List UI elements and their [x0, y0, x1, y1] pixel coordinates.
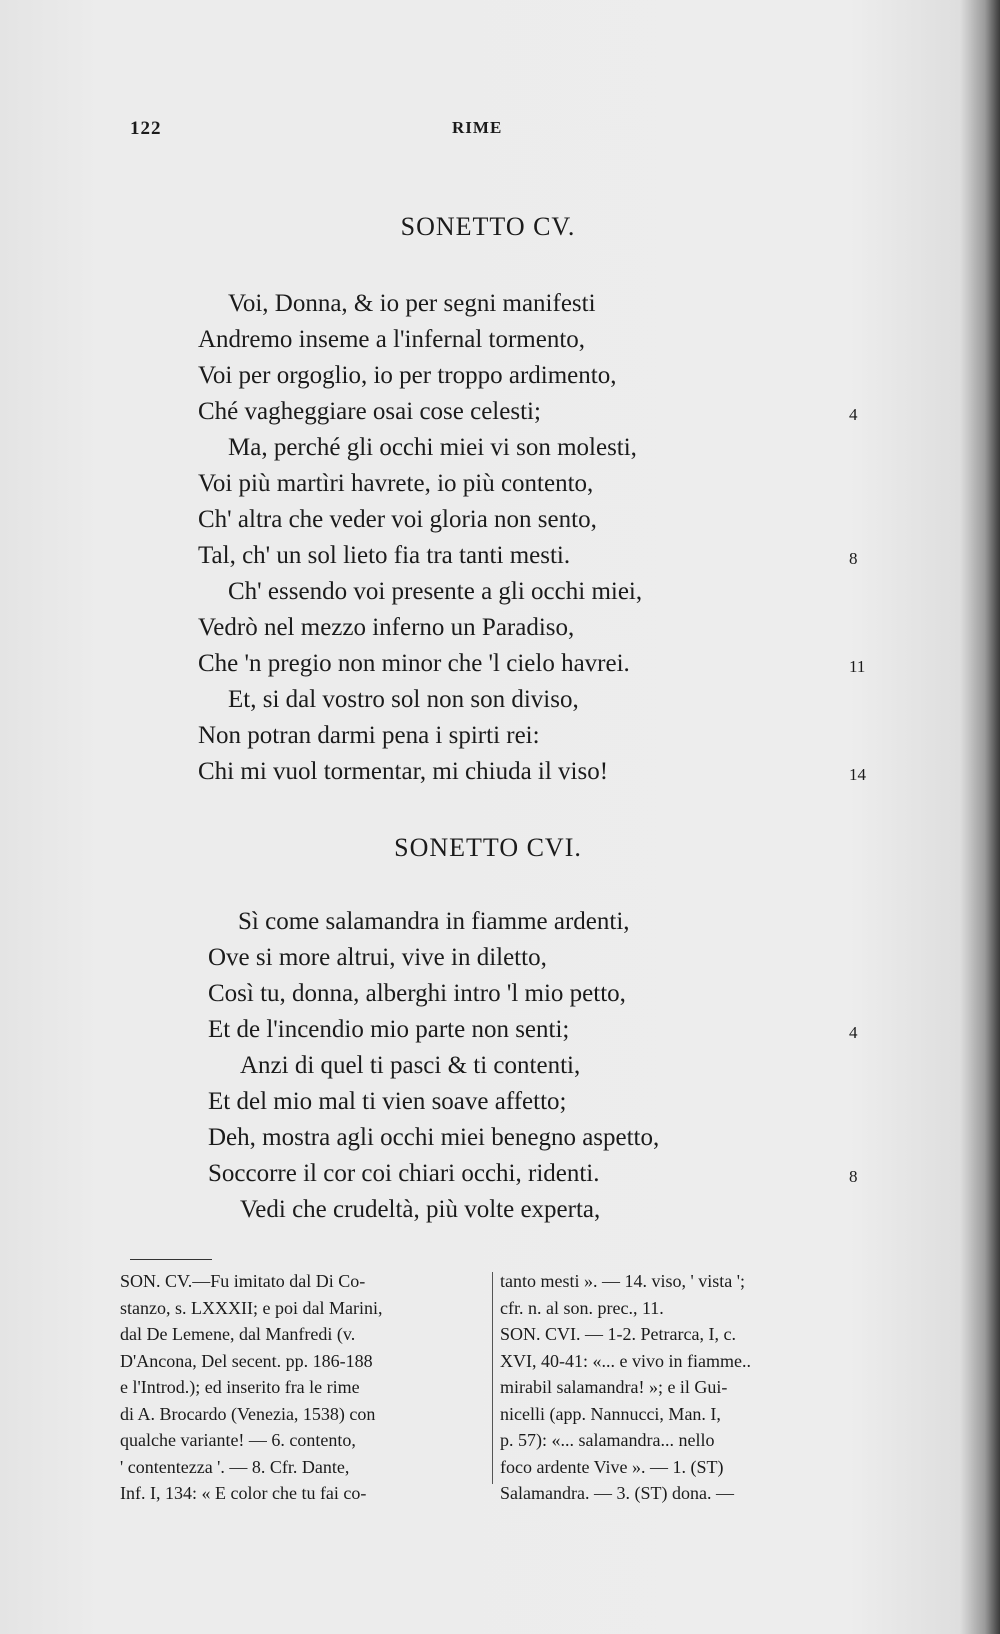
footnote-line: SON. CV.—Fu imitato dal Di Co-: [120, 1271, 366, 1291]
footnote-line: ' contentezza '. — 8. Cfr. Dante,: [120, 1456, 350, 1477]
line-number: 8: [849, 549, 858, 568]
line-number: 8: [849, 1167, 858, 1186]
verse: Voi, Donna, & io per segni manifesti: [228, 290, 596, 317]
footnote-line: Salamandra. — 3. (ST) dona. —: [500, 1483, 734, 1503]
verse: Et de l'incendio mio parte non senti;: [208, 1016, 570, 1043]
page-number: 122: [130, 118, 162, 139]
verse: Soccorre il cor coi chiari occhi, ridenti.: [208, 1160, 600, 1187]
verse: Anzi di quel ti pasci & ti contenti,: [240, 1052, 581, 1079]
footnote-line: cfr. n. al son. prec., 11.: [500, 1297, 664, 1318]
verse: Andremo inseme a l'infernal tormento,: [198, 326, 586, 353]
footnote-column-left: [120, 1268, 486, 1507]
footnote-line: nicelli (app. Nannucci, Man. I,: [500, 1403, 721, 1424]
footnote-line: p. 57): «... salamandra... nello: [500, 1430, 715, 1450]
line-number: 11: [849, 657, 866, 676]
verse: Tal, ch' un sol lieto fia tra tanti mesti.: [198, 542, 571, 569]
verse: Voi per orgoglio, io per troppo ardimento,: [198, 362, 617, 389]
verse: Ove si more altrui, vive in diletto,: [208, 944, 547, 971]
footnote-line: tanto mesti ». — 14. viso, ' vista ';: [500, 1271, 745, 1291]
footnote-line: dal De Lemene, dal Manfredi (v.: [120, 1324, 356, 1344]
footnote-line: di A. Brocardo (Venezia, 1538) con: [120, 1403, 376, 1424]
footnote-line: stanzo, s. LXXXII; e poi dal Marini,: [120, 1297, 383, 1318]
footnote-line: SON. CVI. — 1-2. Petrarca, I, c.: [500, 1324, 736, 1344]
verse: Deh, mostra agli occhi miei benegno aspetto,: [208, 1124, 660, 1151]
sonnet-title: SONETTO CV.: [400, 212, 576, 241]
sonnet-title: SONETTO CVI.: [394, 833, 582, 862]
line-number: 4: [849, 1023, 858, 1042]
footnote-line: foco ardente Vive ». — 1. (ST): [500, 1456, 724, 1477]
verse: Voi più martìri havrete, io più contento,: [198, 470, 594, 497]
verse: Ch' altra che veder voi gloria non sento,: [198, 506, 597, 533]
verse: Et, si dal vostro sol non son diviso,: [228, 686, 579, 713]
verse: Chi mi vuol tormentar, mi chiuda il viso!: [198, 758, 609, 785]
footnote-line: qualche variante! — 6. contento,: [120, 1430, 356, 1450]
verse: Ché vagheggiare osai cose celesti;: [198, 398, 541, 425]
footnote-column-right: [500, 1268, 886, 1507]
verse: Sì come salamandra in fiamme ardenti,: [238, 908, 630, 935]
verse: Che 'n pregio non minor che 'l cielo havrei.: [198, 650, 630, 677]
line-number: 4: [849, 405, 858, 424]
footnote-line: mirabil salamandra! »; e il Gui-: [500, 1377, 728, 1397]
column-divider: [492, 1272, 493, 1484]
verse: Vedi che crudeltà, più volte experta,: [240, 1196, 601, 1223]
verse: Così tu, donna, alberghi intro 'l mio petto,: [208, 980, 626, 1007]
verse: Ch' essendo voi presente a gli occhi miei,: [228, 578, 643, 605]
verse: Et del mio mal ti vien soave affetto;: [208, 1088, 567, 1115]
footnote-rule: [130, 1259, 212, 1260]
verse: Non potran darmi pena i spirti rei:: [198, 722, 540, 749]
footnote-line: Inf. I, 134: « E color che tu fai co-: [120, 1483, 367, 1503]
page-header: [0, 118, 1000, 148]
footnotes: [120, 1268, 890, 1503]
verse: Ma, perché gli occhi miei vi son molesti,: [228, 434, 637, 461]
footnote-line: D'Ancona, Del secent. pp. 186-188: [120, 1350, 373, 1371]
verse: Vedrò nel mezzo inferno un Paradiso,: [198, 614, 575, 641]
running-head: RIME: [452, 118, 503, 137]
footnote-line: XVI, 40-41: «... e vivo in fiamme..: [500, 1350, 751, 1371]
footnote-line: e l'Introd.); ed inserito fra le rime: [120, 1377, 360, 1397]
line-number: 14: [849, 765, 866, 784]
